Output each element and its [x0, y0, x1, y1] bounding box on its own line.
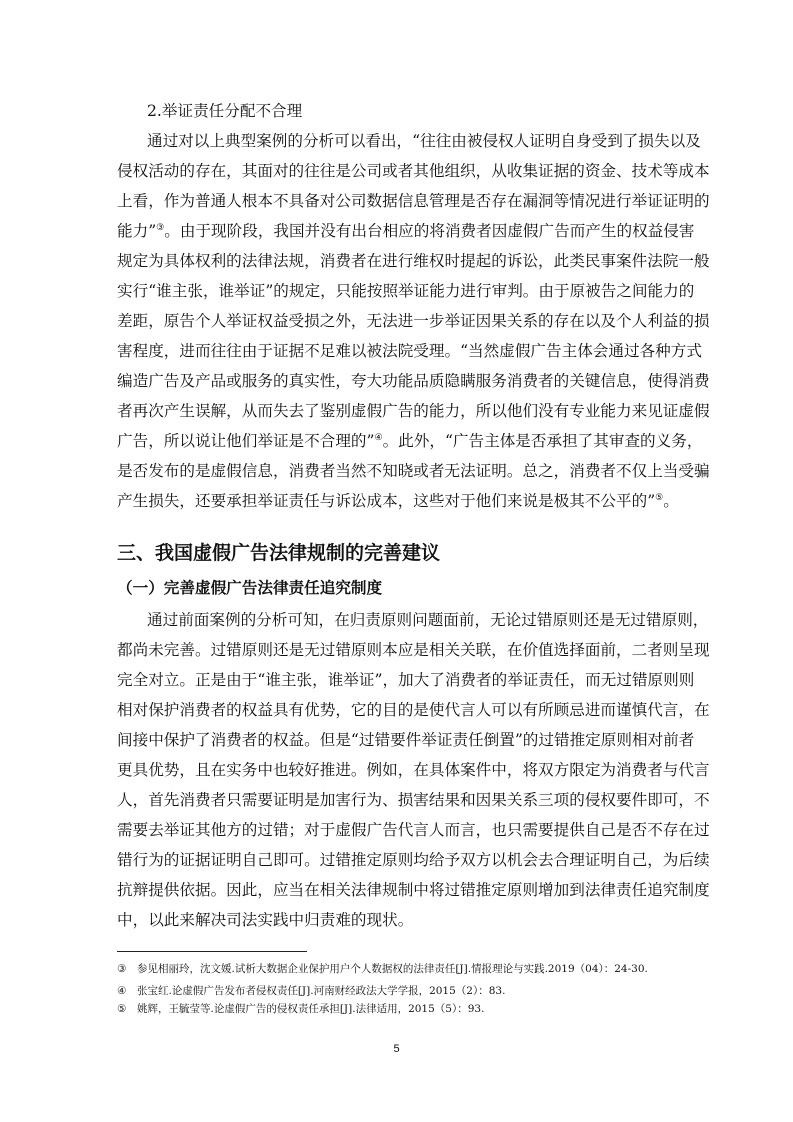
paragraph-text: 。 [663, 492, 679, 510]
paragraph-line: 需要去举证其他方的过错；对于虚假广告代言人而言，也只需要提供自己是否不存在过 [117, 821, 710, 839]
paragraph-line: 人，首先消费者只需要证明是加害行为、损害结果和因果关系三项的侵权要件即可，不 [117, 791, 710, 809]
footnote-3 [117, 962, 648, 976]
paragraph-line: 相对保护消费者的权益具有优势，它的目的是使代言人可以有所顾忌进而谨慎代言，在 [117, 701, 710, 719]
paragraph-line: 上看，作为普通人根本不具备对公司数据信息管理是否存在漏洞等情况进行举证证明的 [117, 192, 710, 210]
section-heading-burden-of-proof: 2.举证责任分配不合理 [147, 102, 303, 120]
paragraph-line: 中，以此来解决司法实践中归责难的现状。 [117, 911, 414, 929]
paragraph-line: 都尚未完善。过错原则还是无过错原则本应是相关关联，在价值选择面前，二者则呈现 [117, 641, 710, 659]
footnote-text: 姚辉，王毓莹等.论虚假广告的侵权责任承担[J].法律适用，2015（5）：93. [137, 1003, 485, 1015]
footnote-mark: ⑤ [117, 1003, 127, 1015]
paragraph-line: 抗辩提供依据。因此，应当在相关法律规制中将过错推定原则增加到法律责任追究制度 [117, 881, 710, 899]
paragraph-line [117, 491, 717, 511]
paragraph-text: 能力” [117, 222, 157, 240]
paragraph-line: 害程度，进而往往由于证据不足难以被法院受理。“当然虚假广告主体会通过各种方式 [117, 342, 702, 360]
subsection-heading: （一）完善虚假广告法律责任追究制度 [117, 579, 383, 597]
footnote-text: 张宝红.论虚假广告发布者侵权责任[J].河南财经政法大学学报，2015（2）：83. [137, 985, 506, 997]
paragraph-text: 。此外，“广告主体是否承担了其审查的义务， [382, 432, 703, 450]
paragraph-line: 错行为的证据证明自己即可。过错推定原则均给予双方以机会去合理证明自己，为后续 [117, 851, 710, 869]
paragraph-line: 间接中保护了消费者的权益。但是“过错要件举证责任倒置”的过错推定原则相对前者 [117, 731, 695, 749]
page-number: 5 [393, 1043, 400, 1055]
paragraph-line: 实行“谁主张，谁举证”的规定，只能按照举证能力进行审判。由于原被告之间能力的 [117, 282, 695, 300]
paragraph-line: 者再次产生误解，从而失去了鉴别虚假广告的能力，所以他们没有专业能力来见证虚假 [117, 402, 710, 420]
paragraph-line: 侵权活动的存在，其面对的往往是公司或者其他组织，从收集证据的资金、技术等成本 [117, 162, 710, 180]
footnote-5 [117, 1002, 484, 1016]
paragraph-text: 产生损失，还要承担举证责任与诉讼成本，这些对于他们来说是极其不公平的” [117, 492, 656, 510]
paragraph-line [117, 221, 717, 241]
paragraph-line: 规定为具体权利的法律法规，消费者在进行维权时提起的诉讼，此类民事案件法院一般 [117, 252, 710, 270]
footnote-ref-5[interactable]: ⑤ [655, 492, 664, 503]
paragraph-line: 通过前面案例的分析可知，在归责原则问题面前，无论过错原则还是无过错原则， [147, 611, 709, 629]
footnote-ref-4[interactable]: ④ [374, 432, 383, 443]
paragraph-text: 广告，所以说让他们举证是不合理的” [117, 432, 375, 450]
footnote-4 [117, 984, 505, 998]
footnote-mark: ③ [117, 963, 127, 975]
paragraph-text: 。由于现阶段，我国并没有出台相应的将消费者因虚假广告而产生的权益侵害 [164, 222, 695, 240]
paragraph-line: 是否发布的是虚假信息，消费者当然不知晓或者无法证明。总之，消费者不仅上当受骗 [117, 462, 710, 480]
paragraph-line: 更具优势，且在实务中也较好推进。例如，在具体案件中，将双方限定为消费者与代言 [117, 761, 710, 779]
footnote-ref-3[interactable]: ③ [156, 222, 165, 233]
paragraph-line [117, 431, 717, 451]
paragraph-line: 通过对以上典型案例的分析可以看出，“往往由被侵权人证明自身受到了损失以及 [147, 132, 701, 150]
footnote-separator [117, 951, 307, 952]
paragraph-line: 完全对立。正是由于“谁主张，谁举证”，加大了消费者的举证责任，而无过错原则则 [117, 671, 695, 689]
paragraph-line: 差距，原告个人举证权益受损之外，无法进一步举证因果关系的存在以及个人利益的损 [117, 312, 710, 330]
footnote-mark: ④ [117, 985, 127, 997]
paragraph-line: 编造广告及产品或服务的真实性，夸大功能品质隐瞒服务消费者的关键信息，使得消费 [117, 372, 710, 390]
footnote-text: 参见相丽玲，沈文媛.试析大数据企业保护用户个人数据权的法律责任[J].情报理论与实践.2019（04）：24-30. [137, 963, 648, 975]
chapter-heading: 三、我国虚假广告法律规制的完善建议 [117, 542, 441, 564]
